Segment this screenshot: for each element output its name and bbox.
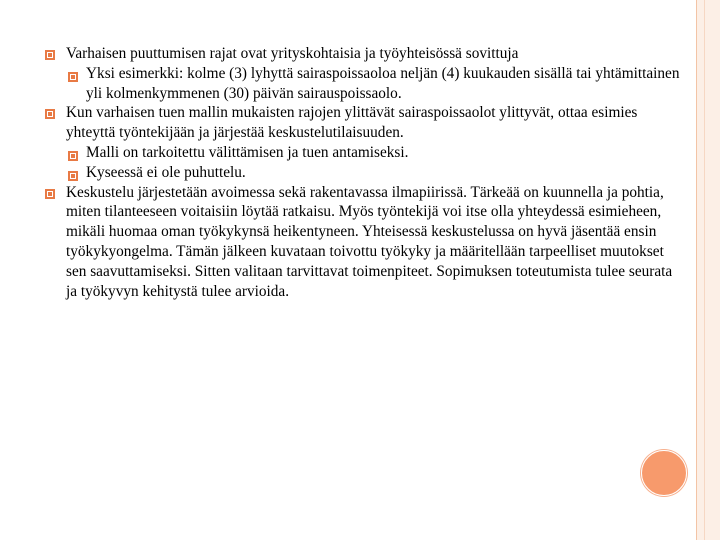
leaf-bullet-icon bbox=[44, 49, 56, 61]
list-item bbox=[66, 143, 684, 163]
list-item bbox=[44, 44, 684, 103]
leaf-bullet-icon bbox=[67, 148, 79, 160]
bullet-text: Keskustelu järjestetään avoimessa sekä rakentavassa ilmapiirissä. Tärkeää on kuunnella ja pohtia, miten tilanteeseen voitaisiin löytää ratkaisu. Myös työntekijä voi itse olla yhteydessä esimieheen, mikäli huomaa oman työkykynsä heikentyneen. Yhteisessä keskustelussa on hyvä jäsentää ensin työkykyongelma. Tämän jälkeen kuvataan toivottu työkyky ja määritellään tarpeelliset muutokset sen saavuttamiseksi. Sitten valitaan tarvittavat toimenpiteet. Sopimuksen toteutumista tulee seurata ja työkyvyn kehitystä tulee arvioida. bbox=[66, 183, 673, 300]
bullet-text: Kun varhaisen tuen mallin mukaisten rajojen ylittävät sairaspoissaolot ylittyvät, ottaa esimies yhteyttä työntekijään ja järjestää keskustelutilaisuuden. bbox=[66, 104, 638, 142]
leaf-bullet-icon bbox=[44, 108, 56, 120]
leaf-bullet-icon bbox=[44, 188, 56, 200]
list-item bbox=[66, 64, 684, 104]
sub-bullet-text: Malli on tarkoitettu välittämisen ja tuen antamiseksi. bbox=[86, 143, 409, 161]
slide-body bbox=[44, 44, 684, 301]
list-item bbox=[44, 103, 684, 182]
slide-right-border bbox=[696, 0, 720, 540]
leaf-bullet-icon bbox=[67, 69, 79, 81]
sub-bullet-list bbox=[66, 64, 684, 104]
sub-bullet-list bbox=[66, 143, 684, 183]
bullet-list bbox=[44, 44, 684, 301]
list-item bbox=[66, 163, 684, 183]
border-inner-line bbox=[704, 0, 705, 540]
list-item bbox=[44, 183, 684, 302]
leaf-bullet-icon bbox=[67, 168, 79, 180]
decorative-circle bbox=[641, 450, 687, 496]
bullet-text: Varhaisen puuttumisen rajat ovat yrityskohtaisia ja työyhteisössä sovittuja bbox=[66, 45, 519, 62]
sub-bullet-text: Yksi esimerkki: kolme (3) lyhyttä sairaspoissaoloa neljän (4) kuukauden sisällä tai yhtämittainen yli kolmenkymmenen (30) päivän sairauspoissaolo. bbox=[86, 64, 680, 102]
sub-bullet-text: Kyseessä ei ole puhuttelu. bbox=[86, 163, 246, 181]
